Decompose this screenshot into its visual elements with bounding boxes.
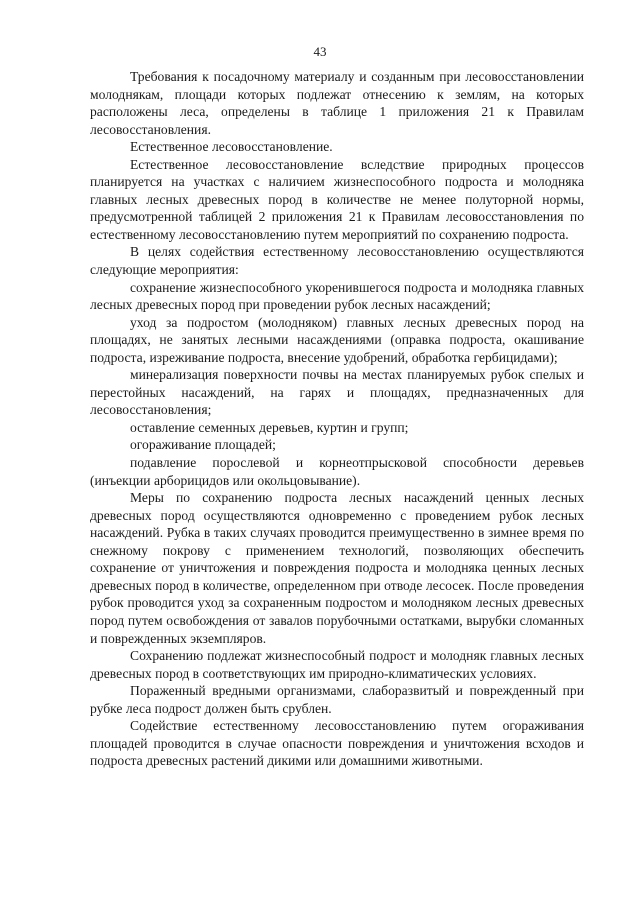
list-item-fencing: огораживание площадей; (130, 437, 276, 453)
paragraph-natural-reforestation-heading: Естественное лесовосстановление. (130, 139, 333, 155)
paragraph-fencing-assistance: Содействие естественному лесовосстановлению путем огораживания площадей проводится в случае опасности повреждения и уничтожения всходов и подроста древесных растений дикими или домашними животными. (90, 718, 584, 769)
paragraph-damaged-undergrowth: Пораженный вредными организмами, слаборазвитый и поврежденный при рубке леса подрост должен быть срублен. (90, 683, 584, 716)
paragraph-preservation-measures: Меры по сохранению подроста лесных насаждений ценных лесных древесных пород осуществляются одновременно с проведением рубок лесных насаждений. Рубка в таких случаях проводится преимущественно в зимнее время по снежному покрову с применением технологий, позволяющих обеспечить сохранение от уничтожения и повреждения подроста и молодняка ценных лесных древесных пород в количестве, определенном при отводе лесосек. После проведения рубок проводится уход за сохраненным подростом и молодняком лесных древесных пород путем освобождения от завалов порубочными остатками, вырубки сломанных и поврежденных экземпляров. (90, 490, 584, 646)
list-item-soil-mineralization: минерализация поверхности почвы на местах планируемых рубок спелых и перестойных насаждений, на гарях и площадях, предназначенных для лесовосстановления; (90, 367, 584, 418)
paragraph-measures-intro: В целях содействия естественному лесовосстановлению осуществляются следующие мероприятия: (90, 244, 584, 278)
paragraph-natural-processes: Естественное лесовосстановление вследствие природных процессов планируется на участках с наличием жизнеспособного подроста и молодняка главных лесных древесных пород в количестве не менее полуторной нормы, предусмотренной таблицей 2 приложения 21 к Правилам лесовосстановления по естественному лесовосстановлению путем мероприятий по сохранению подроста. (90, 156, 584, 242)
paragraph-planting-requirements: Требования к посадочному материалу и созданным при лесовосстановлении молоднякам, площади которых подлежат отнесению к землям, на которых расположены леса, определены в таблице 1 приложения 21 к Правилам лесовосстановления. (90, 69, 584, 137)
list-item-preserve-undergrowth: сохранение жизнеспособного укоренившегося подроста и молодняка главных лесных древесных пород при проведении рубок лесных насаждений; (90, 279, 584, 313)
document-body (90, 68, 584, 770)
paragraph-preservation-subject: Сохранению подлежат жизнеспособный подрост и молодняк главных лесных древесных пород в соответствующих им природно-климатических условиях. (90, 648, 584, 681)
list-item-seed-trees: оставление семенных деревьев, куртин и групп; (130, 419, 409, 435)
page-number: 43 (313, 44, 327, 59)
list-item-suppress-sprouting: подавление порослевой и корнеотпрысковой способности деревьев (инъекции арборицидов или окольцовывание). (90, 455, 584, 488)
list-item-undergrowth-care: уход за подростом (молодняком) главных лесных древесных пород на площадях, не занятых лесными насаждениями (оправка подроста, окашивание подроста, изреживание подроста, внесение удобрений, обработка гербицидами); (90, 314, 584, 365)
